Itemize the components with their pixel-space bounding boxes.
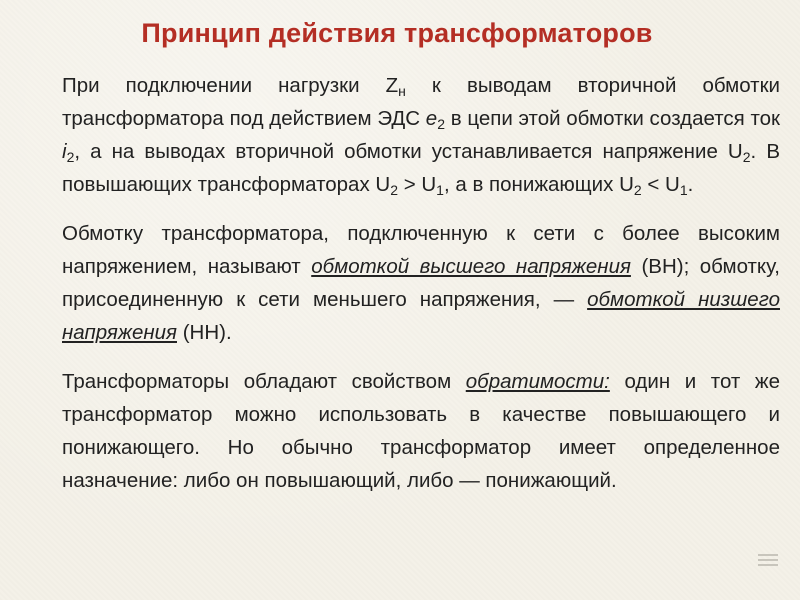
- emf-symbol: e: [425, 107, 438, 130]
- term-high-voltage-winding: обмоткой высшего напряжения: [311, 255, 631, 278]
- subscript: 2: [390, 182, 398, 198]
- text-run: (НН).: [177, 321, 232, 344]
- text-run: один и тот же трансформатор можно использовать в качестве повышающего и понижающего. Но обычно трансформатор имеет определенное назначение: либо он повышающий, либо — понижающий.: [62, 370, 780, 492]
- term-low-voltage-winding: обмоткой низшего напряжения: [62, 288, 780, 344]
- slide-title: Принцип действия трансформаторов: [141, 18, 653, 48]
- text-run: При подключении нагрузки Z: [62, 74, 399, 97]
- text-run: к выводам вторичной обмотки трансформатора под действием ЭДС: [62, 74, 780, 130]
- text-run: Трансформаторы обладают свойством: [62, 370, 466, 393]
- text-run: .: [687, 173, 694, 196]
- subscript: 1: [679, 182, 688, 198]
- subscript: 2: [66, 149, 75, 165]
- paragraph-reversibility: [62, 365, 780, 497]
- subscript: 2: [437, 116, 445, 132]
- subscript: 2: [633, 182, 642, 198]
- text-run: > U: [398, 173, 437, 196]
- subscript: 1: [436, 182, 444, 198]
- text-run: < U: [641, 173, 680, 196]
- slide-body: [62, 69, 780, 497]
- text-run: . В повышающих трансформаторах U: [62, 140, 780, 196]
- text-run: в цепи этой обмотки создается ток: [445, 107, 780, 130]
- paragraph-secondary-load: [62, 69, 780, 201]
- current-symbol: i: [62, 140, 67, 163]
- text-run: (ВН); обмотку, присоединенную к сети меньшего напряжения, —: [62, 255, 780, 311]
- subscript: 2: [742, 149, 751, 165]
- paragraph-winding-names: [62, 217, 780, 349]
- scroll-lines-icon: [758, 554, 778, 566]
- text-run: , а в понижающих U: [443, 173, 634, 196]
- text-run: , а на выводах вторичной обмотки устанавливается напряжение U: [74, 140, 743, 163]
- term-reversibility: обратимости:: [465, 370, 610, 393]
- subscript: н: [398, 83, 406, 99]
- text-run: Обмотку трансформатора, подключенную к сети с более высоким напряжением, называют: [62, 222, 780, 278]
